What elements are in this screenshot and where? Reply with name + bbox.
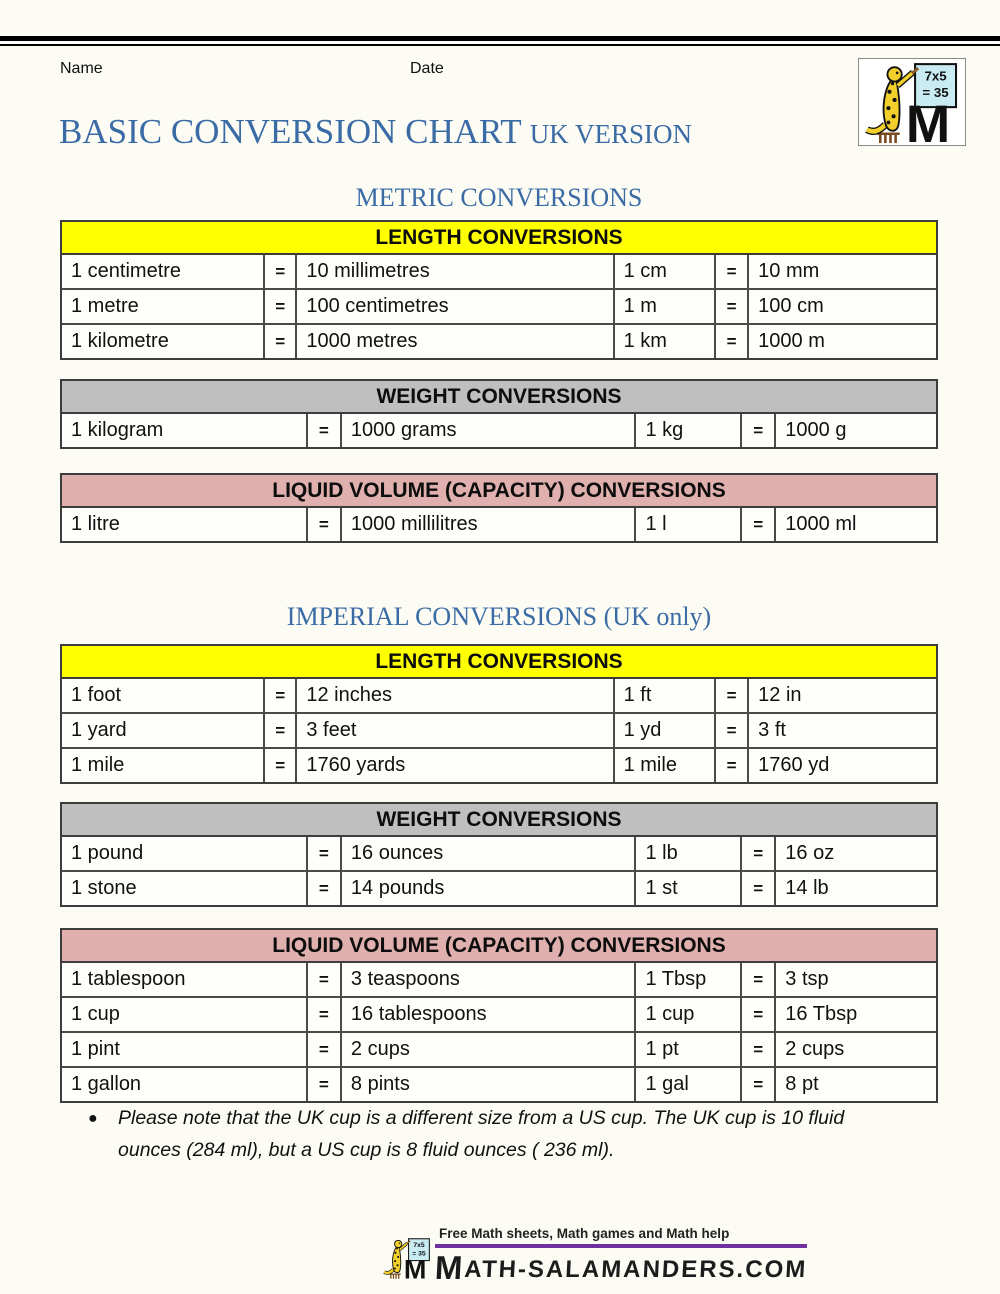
equals-sign: =	[714, 325, 747, 358]
table-row	[62, 288, 936, 323]
unit-value-cell: 1000 metres	[295, 325, 612, 358]
unit-abbr-value-cell: 3 ft	[747, 714, 936, 747]
site-name	[434, 1249, 808, 1287]
unit-abbr-value-cell: 1760 yd	[747, 749, 936, 782]
equals-sign: =	[306, 1033, 340, 1066]
unit-name-cell: 1 foot	[71, 684, 122, 706]
unit-name-cell: 1 kilometre	[71, 330, 169, 352]
equals-sign: =	[263, 255, 295, 288]
table-metric-weight	[60, 379, 938, 449]
equals-sign: =	[263, 749, 295, 782]
salamander-chalkboard-icon	[859, 59, 965, 145]
unit-name-cell: 1 litre	[71, 513, 120, 535]
unit-name-cell: 1 pint	[71, 1038, 120, 1060]
unit-name-cell: 1 kilogram	[71, 419, 164, 441]
unit-value-cell: 100 centimetres	[295, 290, 612, 323]
unit-abbr-cell: 1 ft	[613, 679, 714, 712]
unit-name-cell: 1 gallon	[71, 1073, 142, 1095]
unit-name-cell: 1 pound	[71, 842, 144, 864]
table-row	[62, 712, 936, 747]
unit-name-cell: 1 tablespoon	[71, 968, 186, 990]
table-title: WEIGHT CONVERSIONS	[62, 381, 936, 414]
unit-abbr-cell: 1 pt	[634, 1033, 740, 1066]
table-row	[62, 1066, 936, 1101]
unit-name-cell: 1 cup	[71, 1003, 120, 1025]
unit-abbr-cell: 1 mile	[613, 749, 714, 782]
unit-value-cell: 16 ounces	[340, 837, 635, 870]
equals-sign: =	[714, 714, 747, 747]
table-row	[62, 508, 936, 541]
table-title: WEIGHT CONVERSIONS	[62, 804, 936, 837]
unit-value-cell: 1760 yards	[295, 749, 612, 782]
section-heading-imperial: IMPERIAL CONVERSIONS (UK only)	[286, 602, 712, 631]
site-name-initial: M	[434, 1249, 466, 1286]
table-imperial-liquid-volume	[60, 928, 938, 1103]
table-row	[62, 870, 936, 905]
unit-value-cell: 1000 grams	[340, 414, 635, 447]
unit-value-cell: 12 inches	[295, 679, 612, 712]
unit-abbr-value-cell: 3 tsp	[774, 963, 936, 996]
unit-abbr-cell: 1 cm	[613, 255, 714, 288]
unit-abbr-value-cell: 14 lb	[774, 872, 936, 905]
footer	[381, 1226, 807, 1288]
unit-abbr-value-cell: 8 pt	[774, 1068, 936, 1101]
table-row	[62, 963, 936, 996]
unit-value-cell: 10 millimetres	[295, 255, 612, 288]
equals-sign: =	[740, 998, 774, 1031]
table-metric-liquid-volume	[60, 473, 938, 543]
equals-sign: =	[740, 963, 774, 996]
unit-name-cell: 1 yard	[71, 719, 127, 741]
name-label: Name	[60, 60, 103, 77]
unit-abbr-cell: 1 Tbsp	[634, 963, 740, 996]
unit-abbr-value-cell: 16 oz	[774, 837, 936, 870]
equals-sign: =	[306, 1068, 340, 1101]
page-title-suffix: UK VERSION	[529, 119, 692, 149]
unit-abbr-value-cell: 12 in	[747, 679, 936, 712]
equals-sign: =	[740, 1033, 774, 1066]
equals-sign: =	[306, 963, 340, 996]
unit-abbr-cell: 1 m	[613, 290, 714, 323]
equals-sign: =	[740, 1068, 774, 1101]
equals-sign: =	[714, 290, 747, 323]
table-imperial-length	[60, 644, 938, 784]
unit-value-cell: 1000 millilitres	[340, 508, 635, 541]
unit-value-cell: 16 tablespoons	[340, 998, 635, 1031]
salamander-logo	[858, 58, 966, 146]
unit-abbr-cell: 1 yd	[613, 714, 714, 747]
page-title	[59, 112, 692, 152]
footer-salamander-icon	[381, 1228, 433, 1288]
table-row	[62, 255, 936, 288]
unit-abbr-cell: 1 km	[613, 325, 714, 358]
unit-name-cell: 1 mile	[71, 754, 125, 776]
equals-sign: =	[740, 837, 774, 870]
equals-sign: =	[306, 998, 340, 1031]
table-title: LIQUID VOLUME (CAPACITY) CONVERSIONS	[62, 475, 936, 508]
table-row	[62, 996, 936, 1031]
bullet-icon: ●	[88, 1110, 98, 1127]
equals-sign: =	[263, 714, 295, 747]
table-metric-length	[60, 220, 938, 360]
unit-name-cell: 1 stone	[71, 877, 137, 899]
unit-abbr-value-cell: 2 cups	[774, 1033, 936, 1066]
equals-sign: =	[306, 872, 340, 905]
table-title: LENGTH CONVERSIONS	[62, 222, 936, 255]
page-title-main: BASIC CONVERSION CHART	[59, 112, 522, 151]
section-heading-metric: METRIC CONVERSIONS	[355, 183, 643, 212]
unit-value-cell: 14 pounds	[340, 872, 635, 905]
equals-sign: =	[306, 837, 340, 870]
unit-name-cell: 1 centimetre	[71, 260, 182, 282]
table-row	[62, 747, 936, 782]
equals-sign: =	[714, 749, 747, 782]
equals-sign: =	[263, 679, 295, 712]
table-row	[62, 679, 936, 712]
table-title: LENGTH CONVERSIONS	[62, 646, 936, 679]
equals-sign: =	[740, 414, 774, 447]
table-row	[62, 414, 936, 447]
unit-abbr-cell: 1 st	[634, 872, 740, 905]
equals-sign: =	[306, 508, 340, 541]
unit-value-cell: 3 teaspoons	[340, 963, 635, 996]
site-name-rest: ATH-SALAMANDERS.COM	[463, 1256, 809, 1283]
unit-abbr-cell: 1 lb	[634, 837, 740, 870]
footer-tagline: Free Math sheets, Math games and Math help	[435, 1226, 807, 1248]
unit-abbr-cell: 1 cup	[634, 998, 740, 1031]
table-imperial-weight	[60, 802, 938, 907]
cup-size-note-text: Please note that the UK cup is a different size from a US cup. The UK cup is 10 fluid ounces (284 ml), but a US cup is 8 fluid ounces ( 236 ml).	[118, 1107, 845, 1161]
unit-abbr-cell: 1 kg	[634, 414, 740, 447]
unit-value-cell: 8 pints	[340, 1068, 635, 1101]
table-title: LIQUID VOLUME (CAPACITY) CONVERSIONS	[62, 930, 936, 963]
equals-sign: =	[714, 255, 747, 288]
cup-size-note	[88, 1102, 888, 1166]
table-row	[62, 323, 936, 358]
equals-sign: =	[263, 325, 295, 358]
unit-abbr-value-cell: 1000 g	[774, 414, 936, 447]
unit-name-cell: 1 metre	[71, 295, 139, 317]
equals-sign: =	[263, 290, 295, 323]
unit-abbr-value-cell: 100 cm	[747, 290, 936, 323]
table-row	[62, 1031, 936, 1066]
table-row	[62, 837, 936, 870]
unit-abbr-cell: 1 l	[634, 508, 740, 541]
top-divider	[0, 36, 1000, 46]
unit-value-cell: 2 cups	[340, 1033, 635, 1066]
date-label: Date	[410, 60, 444, 77]
unit-abbr-value-cell: 1000 ml	[774, 508, 936, 541]
footer-text	[435, 1226, 807, 1287]
equals-sign: =	[306, 414, 340, 447]
unit-abbr-value-cell: 10 mm	[747, 255, 936, 288]
unit-abbr-value-cell: 1000 m	[747, 325, 936, 358]
unit-abbr-value-cell: 16 Tbsp	[774, 998, 936, 1031]
equals-sign: =	[740, 872, 774, 905]
equals-sign: =	[740, 508, 774, 541]
unit-abbr-cell: 1 gal	[634, 1068, 740, 1101]
unit-value-cell: 3 feet	[295, 714, 612, 747]
equals-sign: =	[714, 679, 747, 712]
